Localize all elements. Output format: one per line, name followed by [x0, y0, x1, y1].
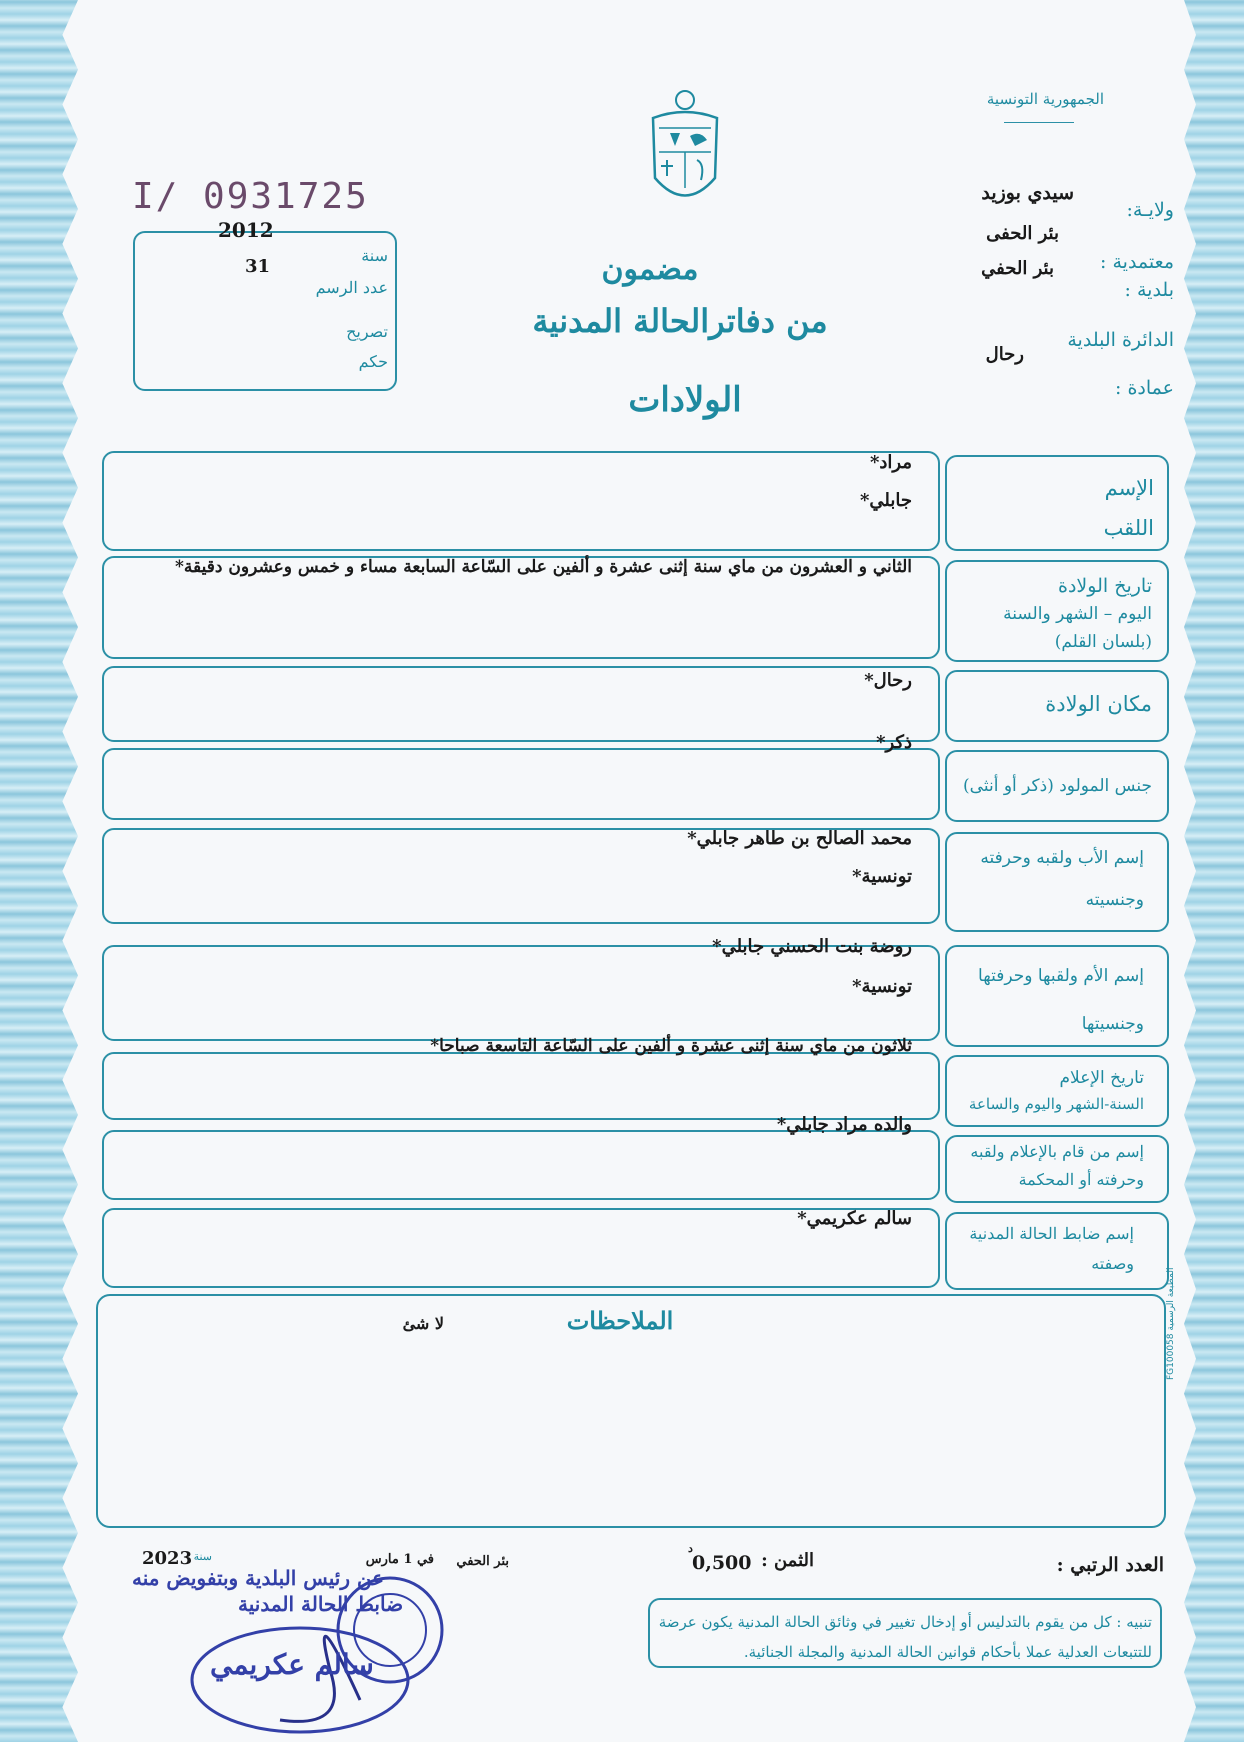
label-father: إسم الأب ولقبه وحرفته — [980, 848, 1144, 868]
remarks-label: الملاحظات — [566, 1306, 674, 1335]
rank-number-label: العدد الرتبي : — [1056, 1554, 1164, 1576]
label-mother-nationality: وجنسيتها — [1081, 1014, 1144, 1034]
value-declaration-date: ثلاثون من ماي سنة إثنى عشرة و ألفين على السّاعة التاسعة صباحا* — [430, 1036, 912, 1056]
label-declarant: إسم من قام بالإعلام ولقبه — [970, 1142, 1144, 1161]
title-line2: من دفاترالحالة المدنية — [532, 302, 828, 340]
coat-of-arms-icon — [645, 88, 725, 218]
issue-place: بئر الحفي — [456, 1554, 509, 1569]
value-mother-nationality: تونسية* — [852, 976, 912, 997]
serial-number: I/ 0931725 — [132, 176, 369, 217]
registry-declaration-label: تصريح — [346, 322, 388, 341]
title-line3: الولادات — [628, 380, 742, 420]
warning-line2: للتتبعات العدلية عملا بأحكام قوانين الحالة المدنية والمجلة الجنائية. — [743, 1643, 1152, 1661]
label-declarant-sub: وحرفته أو المحكمة — [1018, 1170, 1144, 1189]
stamp-line1: عن رئيس البلدية وبتفويض منه — [132, 1566, 385, 1590]
registry-year-value: 2012 — [218, 218, 274, 242]
wilaya-label: ولايـة: — [1126, 199, 1174, 221]
label-mother: إسم الأم ولقبها وحرفتها — [978, 966, 1144, 986]
label-sex: جنس المولود (ذكر أو أنثى) — [963, 776, 1152, 796]
divider — [1004, 122, 1074, 123]
value-box-sex — [102, 748, 940, 820]
value-mother: روضة بنت الحسني جابلي* — [712, 936, 912, 957]
label-birthdate-sub: اليوم – الشهر والسنة — [1003, 604, 1152, 624]
label-officer: إسم ضابط الحالة المدنية — [969, 1224, 1134, 1243]
value-father-nationality: تونسية* — [852, 866, 912, 887]
price-value: 0,500 — [692, 1552, 752, 1574]
decorative-border-right — [1184, 0, 1244, 1742]
value-officer: سالم عكريمي* — [797, 1208, 912, 1229]
delegation-value: بئر الحفى — [986, 223, 1059, 244]
value-box-declaration-date — [102, 1052, 940, 1120]
label-birthdate: تاريخ الولادة — [1058, 575, 1152, 597]
value-box-mother — [102, 945, 940, 1041]
label-declaration-date-sub: السنة-الشهر واليوم والساعة — [968, 1095, 1144, 1113]
remarks-value: لا شئ — [402, 1314, 444, 1333]
label-surname: اللقب — [1103, 516, 1154, 540]
decorative-border-left — [0, 0, 78, 1742]
issue-year-label: سنة — [193, 1550, 212, 1563]
registry-act-value: 31 — [245, 256, 271, 277]
value-father: محمد الصالح بن طاهر جابلي* — [687, 828, 912, 849]
registry-year-label: سنة — [361, 246, 388, 265]
issue-date: في 1 مارس — [365, 1552, 434, 1567]
value-surname: جابلي* — [860, 490, 912, 511]
label-declaration-date: تاريخ الإعلام — [1059, 1068, 1144, 1088]
label-officer-title: وصفته — [1091, 1254, 1134, 1273]
label-birthdate-words: (بلسان القلم) — [1054, 632, 1152, 652]
district-value: رحال — [985, 344, 1024, 365]
omada-label: عمادة : — [1115, 377, 1174, 399]
warning-line1: تنبيه : كل من يقوم بالتدليس أو إدخال تغيير في وثائق الحالة المدنية يكون عرضة — [658, 1613, 1152, 1631]
value-declarant: والده مراد جابلي* — [776, 1114, 912, 1135]
title-line1: مضمون — [601, 252, 699, 287]
republic-label: الجمهورية التونسية — [986, 90, 1104, 108]
value-birthplace: رحال* — [864, 670, 912, 691]
stamp-name: سالم عكريمي — [210, 1648, 374, 1681]
value-first-name: مراد* — [869, 452, 912, 473]
price-label: الثمن : — [761, 1550, 814, 1571]
value-box-declarant — [102, 1130, 940, 1200]
price-unit: د — [688, 1542, 693, 1555]
delegation-label: معتمدية : — [1100, 251, 1174, 273]
value-sex: ذكر* — [876, 732, 912, 753]
label-first-name: الإسم — [1104, 476, 1154, 500]
value-box-birthplace — [102, 666, 940, 742]
issue-year-value: 2023 — [142, 1548, 193, 1569]
label-birthplace: مكان الولادة — [1045, 692, 1152, 716]
label-father-nationality: وجنسيته — [1085, 890, 1144, 910]
stamp-line2: ضابط الحالة المدنية — [238, 1592, 404, 1616]
value-birthdate: الثاني و العشرون من ماي سنة إثنى عشرة و ألفين على السّاعة السابعة مساء و خمس وعشرون دقيقة* — [175, 557, 912, 577]
registry-act-label: عدد الرسم — [315, 278, 388, 297]
registry-judgment-label: حكم — [358, 352, 388, 371]
municipality-label: بلدية : — [1124, 279, 1174, 301]
municipality-value: بئر الحفي — [981, 258, 1054, 279]
registry-box — [133, 231, 397, 391]
wilaya-value: سيدي بوزيد — [981, 182, 1074, 204]
value-box-name — [102, 451, 940, 551]
printer-mark: المطبعة الرسمية FG100058 — [1166, 1267, 1176, 1380]
district-label: الدائرة البلدية — [1067, 329, 1174, 351]
